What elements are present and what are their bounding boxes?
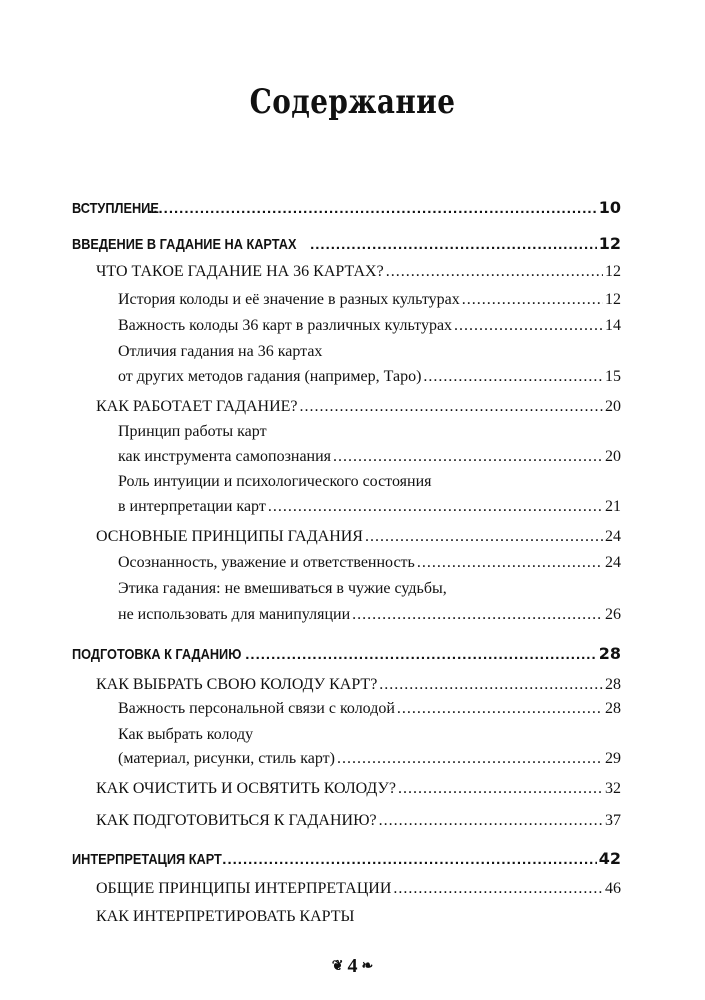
toc-entry-title: Как выбрать колоду (118, 726, 254, 743)
toc-entry-level3[interactable] (118, 604, 621, 626)
dot-leader (222, 849, 596, 871)
toc-entry-title: КАК ИНТЕРПРЕТИРОВАТЬ КАРТЫ (96, 908, 355, 925)
toc-entry-title: ИНТЕРПРЕТАЦИЯ КАРТ (72, 851, 222, 868)
toc-page-number: 10 (598, 198, 621, 217)
toc-page-number: 14 (605, 317, 621, 334)
dot-leader (268, 496, 603, 518)
dot-leader (245, 644, 597, 666)
toc-entry-level2[interactable] (96, 906, 354, 928)
toc-entry-title: КАК ОЧИСТИТЬ И ОСВЯТИТЬ КОЛОДУ? (96, 780, 396, 797)
page-number: 4 (347, 955, 358, 977)
toc-entry-level3[interactable] (118, 748, 621, 770)
toc-entry-level2[interactable] (96, 674, 621, 696)
leaf-ornament-icon: ❦ (331, 959, 344, 974)
toc-entry-title: КАК РАБОТАЕТ ГАДАНИЕ? (96, 398, 298, 415)
toc-page-number: 32 (605, 780, 621, 797)
toc-entry-level3[interactable] (118, 471, 432, 493)
dot-leader (300, 396, 603, 418)
toc-entry-title: История колоды и её значение в разных культурах (118, 291, 460, 308)
toc-page-number: 20 (605, 398, 621, 415)
toc-entry-title: ВВЕДЕНИЕ В ГАДАНИЕ НА КАРТАХ (72, 236, 297, 253)
toc-entry-level2[interactable] (96, 878, 621, 900)
toc-page-number: 28 (598, 644, 621, 663)
dot-leader (148, 198, 597, 220)
toc-entry-level2[interactable] (96, 526, 621, 548)
toc-entry-level3[interactable] (118, 724, 253, 746)
toc-entry-level3[interactable] (118, 315, 621, 337)
toc-entry-title: КАК ВЫБРАТЬ СВОЮ КОЛОДУ КАРТ? (96, 676, 378, 693)
toc-entry-level3[interactable] (118, 552, 621, 574)
toc-page-number: 12 (605, 291, 621, 308)
toc-entry-level1[interactable] (72, 643, 621, 665)
toc-entry-title: ЧТО ТАКОЕ ГАДАНИЕ НА 36 КАРТАХ? (96, 263, 384, 280)
toc-entry-level3[interactable] (118, 578, 447, 600)
leaf-ornament-icon: ❧ (361, 959, 374, 974)
toc-page-number: 15 (605, 368, 621, 385)
toc-page-number: 12 (598, 234, 621, 253)
dot-leader (423, 366, 603, 388)
toc-page-number: 37 (605, 812, 621, 829)
toc-page-number: 21 (605, 498, 621, 515)
dot-leader (379, 674, 603, 696)
dot-leader (462, 289, 603, 311)
toc-entry-title: Осознанность, уважение и ответственность (118, 554, 415, 571)
toc-entry-title: Важность колоды 36 карт в различных культурах (118, 317, 453, 334)
toc-entry-level2[interactable] (96, 778, 621, 800)
toc-entry-level1[interactable] (72, 848, 621, 870)
dot-leader (454, 315, 603, 337)
toc-entry-level2[interactable] (96, 396, 621, 418)
page-footer (0, 955, 705, 978)
toc-entry-level1[interactable] (72, 197, 621, 219)
toc-entry-title: ПОДГОТОВКА К ГАДАНИЮ (72, 646, 242, 663)
toc-entry-level3[interactable] (118, 496, 621, 518)
toc-entry-title: КАК ПОДГОТОВИТЬСЯ К ГАДАНИЮ? (96, 812, 377, 829)
toc-entry-title: как инструмента самопознания (118, 448, 332, 465)
dot-leader (393, 878, 603, 900)
toc-page-number: 24 (605, 554, 621, 571)
toc-page-number: 28 (605, 676, 621, 693)
toc-entry-title: Важность персональной связи с колодой (118, 700, 395, 717)
toc-page-number: 20 (605, 448, 621, 465)
toc-entry-level3[interactable] (118, 341, 322, 363)
toc-entry-title: Этика гадания: не вмешиваться в чужие судьбы, (118, 580, 447, 597)
toc-page-number: 29 (605, 750, 621, 767)
dot-leader (310, 234, 597, 256)
toc-page-number: 46 (605, 880, 621, 897)
toc-entry-title: Роль интуиции и психологического состояния (118, 473, 432, 490)
toc-entry-title: ОБЩИЕ ПРИНЦИПЫ ИНТЕРПРЕТАЦИИ (96, 880, 392, 897)
toc-entry-level3[interactable] (118, 698, 621, 720)
dot-leader (398, 778, 603, 800)
toc-page-number: 24 (605, 528, 621, 545)
dot-leader (417, 552, 603, 574)
toc-page-number: 28 (605, 700, 621, 717)
toc-entry-title: не использовать для манипуляции (118, 606, 351, 623)
toc-page-number: 26 (605, 606, 621, 623)
toc-entry-title: Отличия гадания на 36 картах (118, 343, 323, 360)
toc-entry-level3[interactable] (118, 289, 621, 311)
dot-leader (337, 748, 603, 770)
toc-page-number: 12 (605, 263, 621, 280)
toc-entry-title: от других методов гадания (например, Таро) (118, 368, 422, 385)
toc-entry-level3[interactable] (118, 446, 621, 468)
toc-entry-title: (материал, рисунки, стиль карт) (118, 750, 335, 767)
toc-entry-title: ВСТУПЛЕНИЕ (72, 200, 159, 217)
toc-entry-level3[interactable] (118, 421, 267, 443)
toc-entry-level2[interactable] (96, 810, 621, 832)
toc-entry-level1[interactable] (72, 233, 621, 255)
dot-leader (352, 604, 603, 626)
dot-leader (397, 698, 603, 720)
dot-leader (386, 261, 603, 283)
toc-entry-title: Принцип работы карт (118, 423, 267, 440)
dot-leader (365, 526, 603, 548)
dot-leader (333, 446, 603, 468)
dot-leader (379, 810, 603, 832)
toc-entry-level3[interactable] (118, 366, 621, 388)
page-title: Содержание (249, 82, 456, 122)
toc-entry-level2[interactable] (96, 261, 621, 283)
toc-page-number: 42 (598, 849, 621, 868)
toc-entry-title: в интерпретации карт (118, 498, 266, 515)
toc-entry-title: ОСНОВНЫЕ ПРИНЦИПЫ ГАДАНИЯ (96, 528, 363, 545)
